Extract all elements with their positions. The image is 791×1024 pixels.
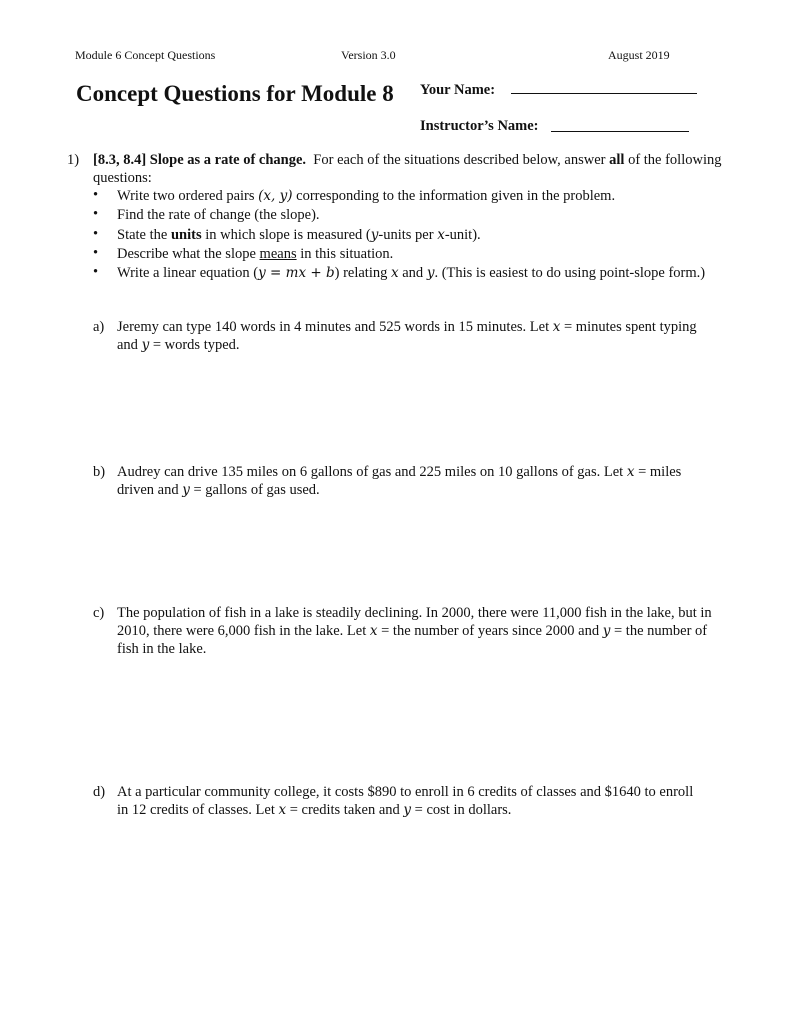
bullet-2: Find the rate of change (the slope). [117, 207, 320, 223]
question-number: 1) [67, 152, 80, 168]
bullet-4: Describe what the slope means in this situation. [117, 246, 394, 262]
bullet-3: State the units in which slope is measured (y-units per x-unit). [117, 227, 481, 243]
instructor-name-field[interactable] [551, 131, 689, 132]
bullet-1: Write two ordered pairs (x, y) corresponding to the information given in the problem. [117, 188, 616, 204]
header-version: Version 3.0 [341, 48, 396, 62]
part-b-label: b) [93, 464, 106, 480]
bullet-dot: • [93, 206, 99, 222]
bullet-dot: • [93, 187, 99, 203]
intro-text-2: of the following questions: [93, 152, 722, 186]
part-a-text: Jeremy can type 140 words in 4 minutes and 525 words in 15 minutes. Let x = minutes spent typing and y = words typed. [117, 319, 697, 353]
bullet-5: Write a linear equation (y = mx + b) relating x and y. (This is easiest to do using point-slope form.) [117, 265, 706, 281]
header-module: Module 6 Concept Questions [75, 48, 216, 62]
intro-all: all [609, 152, 625, 168]
bullet-dot: • [93, 226, 99, 242]
page-title: Concept Questions for Module 8 [76, 81, 394, 106]
your-name-field[interactable] [511, 93, 697, 94]
instructor-name-label: Instructor’s Name: [420, 118, 539, 134]
part-b-text: Audrey can drive 135 miles on 6 gallons of gas and 225 miles on 10 gallons of gas. Let x = miles driven and y = gallons of gas used. [117, 464, 682, 498]
bullet-dot: • [93, 245, 99, 261]
intro-text: For each of the situations described below, answer [313, 152, 606, 168]
question-intro [93, 151, 733, 187]
part-d-label: d) [93, 784, 106, 800]
part-a-label: a) [93, 319, 105, 335]
part-c-label: c) [93, 605, 105, 621]
bullet-dot: • [93, 264, 99, 280]
question-tag: [8.3, 8.4] Slope as a rate of change. [93, 152, 307, 168]
part-d-text: At a particular community college, it costs $890 to enroll in 6 credits of classes and $1640 to enroll in 12 credits of classes. Let x = credits taken and y = cost in dollars. [117, 784, 694, 818]
part-c-text: The population of fish in a lake is steadily declining. In 2000, there were 11,000 fish in the lake, but in 2010, there were 6,000 fish in the lake. Let x = the number of years since 2000 and y = the number of fish in the lake. [117, 605, 712, 657]
header-date: August 2019 [608, 48, 670, 62]
your-name-label: Your Name: [420, 82, 496, 98]
